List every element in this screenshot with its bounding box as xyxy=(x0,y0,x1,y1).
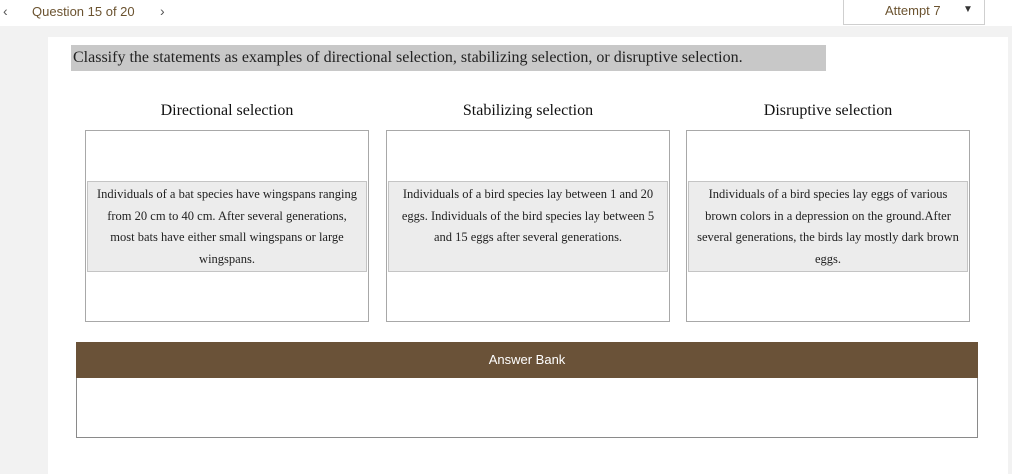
chevron-right-icon[interactable]: › xyxy=(160,3,165,19)
attempt-dropdown[interactable] xyxy=(843,0,985,25)
heading-directional-selection: Directional selection xyxy=(160,102,294,119)
statement-card-bird-egg-color[interactable]: Individuals of a bird species lay eggs of various brown colors in a depression on the ground.After several generations, the birds lay mostly dark brown eggs. xyxy=(688,181,968,272)
question-prompt: Classify the statements as examples of directional selection, stabilizing selection, or disruptive selection. xyxy=(71,45,826,71)
top-bar xyxy=(0,0,1012,26)
heading-stabilizing-selection: Stabilizing selection xyxy=(462,102,594,119)
answer-bank-header: Answer Bank xyxy=(76,342,978,378)
caret-down-icon: ▼ xyxy=(963,4,973,15)
heading-disruptive-selection: Disruptive selection xyxy=(763,102,893,119)
statement-card-bird-egg-count[interactable]: Individuals of a bird species lay between 1 and 20 eggs. Individuals of the bird species lay between 5 and 15 eggs after several generations. xyxy=(388,181,668,272)
statement-card-bat-wingspans[interactable]: Individuals of a bat species have wingspans ranging from 20 cm to 40 cm. After several generations, most bats have either small wingspans or large wingspans. xyxy=(87,181,367,272)
attempt-label: Attempt 7 xyxy=(885,3,941,18)
answer-bank-dropzone[interactable] xyxy=(76,378,978,438)
chevron-left-icon[interactable]: ‹ xyxy=(3,3,8,19)
question-counter: Question 15 of 20 xyxy=(32,4,135,19)
